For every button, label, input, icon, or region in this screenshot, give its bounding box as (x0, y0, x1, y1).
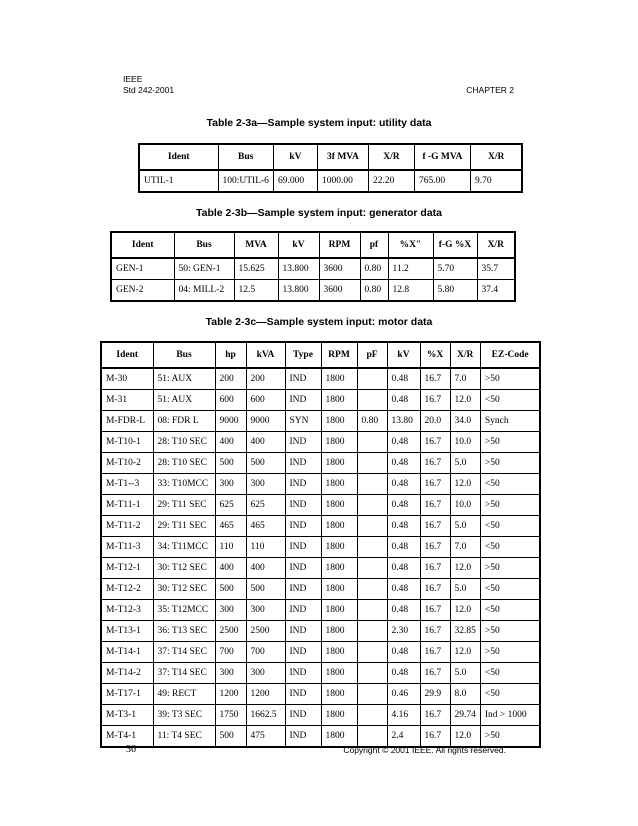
table-cell: <50 (480, 684, 540, 705)
table-cell: IND (285, 558, 321, 579)
table-cell: 0.48 (387, 516, 420, 537)
table-cell: 600 (215, 390, 246, 411)
column-header: Ident (139, 144, 218, 170)
table-cell: M-T14-1 (101, 642, 153, 663)
table-cell: 16.7 (420, 663, 450, 684)
column-header: pf (360, 232, 388, 258)
table-cell: IND (285, 642, 321, 663)
table-cell: 0.48 (387, 579, 420, 600)
table-cell: M-T1--3 (101, 474, 153, 495)
table-cell: 16.7 (420, 621, 450, 642)
table-cell: 04: MILL-2 (174, 280, 234, 302)
table-cell: M-T4-1 (101, 726, 153, 748)
table-cell: 3600 (319, 280, 360, 302)
table-cell: 5.80 (433, 280, 477, 302)
column-header: Ident (101, 342, 153, 368)
table-cell: 1800 (321, 558, 357, 579)
table-row (139, 170, 522, 192)
column-header: Bus (153, 342, 215, 368)
column-header: kV (387, 342, 420, 368)
table-cell (357, 390, 387, 411)
column-header: %X (420, 342, 450, 368)
table-cell: IND (285, 390, 321, 411)
table-cell: 700 (215, 642, 246, 663)
table-cell: 0.46 (387, 684, 420, 705)
table-cell (357, 579, 387, 600)
table-cell (357, 537, 387, 558)
table-cell: 9.70 (470, 170, 522, 192)
table-cell: 0.48 (387, 600, 420, 621)
table-row (101, 726, 540, 748)
table-cell: 10.0 (450, 432, 480, 453)
table-cell: 50: GEN-1 (174, 258, 234, 280)
table-cell: 110 (246, 537, 285, 558)
column-header: hp (215, 342, 246, 368)
table-cell: 0.48 (387, 642, 420, 663)
table-cell: 7.0 (450, 537, 480, 558)
table-cell: 34: T11MCC (153, 537, 215, 558)
table-cell (357, 600, 387, 621)
column-header: f-G %X (433, 232, 477, 258)
table-cell: 36: T13 SEC (153, 621, 215, 642)
table-cell: 12.0 (450, 558, 480, 579)
column-header: Bus (218, 144, 273, 170)
table-cell: <50 (480, 537, 540, 558)
table-cell (357, 726, 387, 748)
table-row (101, 495, 540, 516)
table-cell: 1800 (321, 516, 357, 537)
table-cell: M-T11-3 (101, 537, 153, 558)
table-row (111, 258, 515, 280)
table-cell: 300 (215, 663, 246, 684)
table-cell: 30: T12 SEC (153, 558, 215, 579)
table-cell: >50 (480, 642, 540, 663)
table-cell: IND (285, 600, 321, 621)
generator-data-table (110, 231, 516, 302)
table-cell: IND (285, 474, 321, 495)
table-cell: 12.5 (234, 280, 278, 302)
column-header: Bus (174, 232, 234, 258)
table-cell: 0.48 (387, 453, 420, 474)
column-header: EZ-Code (480, 342, 540, 368)
table-row (111, 280, 515, 302)
table-cell: >50 (480, 621, 540, 642)
table-cell: >50 (480, 432, 540, 453)
table-cell: 12.0 (450, 600, 480, 621)
table-cell: 22.20 (368, 170, 414, 192)
table-cell: 500 (215, 453, 246, 474)
table-cell: M-T14-2 (101, 663, 153, 684)
table-cell: >50 (480, 495, 540, 516)
table-cell: 12.0 (450, 726, 480, 748)
table-cell: 29.74 (450, 705, 480, 726)
table-cell: 300 (215, 600, 246, 621)
table-cell: <50 (480, 663, 540, 684)
table-cell: 300 (215, 474, 246, 495)
table-cell: 35.7 (477, 258, 515, 280)
column-header: X/R (450, 342, 480, 368)
table-cell: 300 (246, 600, 285, 621)
table-cell: M-30 (101, 368, 153, 390)
motor-data-table (100, 341, 541, 748)
table-cell: 400 (215, 432, 246, 453)
table-cell: 625 (215, 495, 246, 516)
table-cell: 1662.5 (246, 705, 285, 726)
table-cell: 51: AUX (153, 390, 215, 411)
table-cell: 600 (246, 390, 285, 411)
column-header: kVA (246, 342, 285, 368)
table-cell (357, 642, 387, 663)
table-cell: 0.48 (387, 537, 420, 558)
table-row (101, 600, 540, 621)
table-cell: 69.000 (273, 170, 317, 192)
table-cell: 16.7 (420, 726, 450, 748)
table-cell: IND (285, 726, 321, 748)
table-cell (357, 474, 387, 495)
table-cell: 16.7 (420, 705, 450, 726)
table-cell: 5.0 (450, 453, 480, 474)
table-cell: 1800 (321, 642, 357, 663)
table-cell: 625 (246, 495, 285, 516)
table-cell: 0.80 (360, 258, 388, 280)
table-cell: 16.7 (420, 600, 450, 621)
table-cell: M-T11-2 (101, 516, 153, 537)
table-cell: 16.7 (420, 642, 450, 663)
table-row (101, 705, 540, 726)
table-cell: 1800 (321, 579, 357, 600)
column-header: X/R (368, 144, 414, 170)
table-cell: 13.80 (387, 411, 420, 432)
copyright-notice: Copyright © 2001 IEEE. All rights reserved. (343, 745, 506, 755)
table-cell: 2.30 (387, 621, 420, 642)
table-cell: 16.7 (420, 390, 450, 411)
table-cell: 34.0 (450, 411, 480, 432)
table-row (101, 558, 540, 579)
table-cell (357, 621, 387, 642)
table-cell: 20.0 (420, 411, 450, 432)
table-cell: 1800 (321, 705, 357, 726)
table-cell: IND (285, 368, 321, 390)
table-cell: 08: FDR L (153, 411, 215, 432)
table-cell: 4.16 (387, 705, 420, 726)
table-caption-utility: Table 2-3a—Sample system input: utility data (206, 117, 432, 129)
table-cell: M-T12-3 (101, 600, 153, 621)
table-cell: <50 (480, 474, 540, 495)
table-cell: 1800 (321, 663, 357, 684)
table-cell: 2500 (246, 621, 285, 642)
table-cell: 29: T11 SEC (153, 516, 215, 537)
table-cell: 33: T10MCC (153, 474, 215, 495)
table-cell: M-31 (101, 390, 153, 411)
table-cell: 500 (246, 453, 285, 474)
table-cell: 37: T14 SEC (153, 642, 215, 663)
column-header: kV (278, 232, 319, 258)
table-cell: 110 (215, 537, 246, 558)
column-header: %X" (388, 232, 433, 258)
table-cell: 500 (246, 579, 285, 600)
table-cell: 1800 (321, 684, 357, 705)
table-cell: M-T3-1 (101, 705, 153, 726)
table-cell: 16.7 (420, 368, 450, 390)
table-cell: 465 (215, 516, 246, 537)
table-cell: 51: AUX (153, 368, 215, 390)
table-cell (357, 368, 387, 390)
table-cell: M-T12-2 (101, 579, 153, 600)
table-cell (357, 558, 387, 579)
table-cell: 5.0 (450, 579, 480, 600)
table-cell: 0.80 (357, 411, 387, 432)
table-cell: 9000 (215, 411, 246, 432)
table-cell: <50 (480, 516, 540, 537)
column-header: X/R (477, 232, 515, 258)
table-cell: 29: T11 SEC (153, 495, 215, 516)
table-cell: GEN-2 (111, 280, 174, 302)
table-cell: 37.4 (477, 280, 515, 302)
table-cell (357, 684, 387, 705)
table-cell: 3600 (319, 258, 360, 280)
table-row (101, 642, 540, 663)
table-cell: 200 (246, 368, 285, 390)
table-caption-motor: Table 2-3c—Sample system input: motor data (205, 316, 433, 328)
table-cell: 400 (215, 558, 246, 579)
table-row (101, 663, 540, 684)
table-cell: 1200 (215, 684, 246, 705)
table-cell: 8.0 (450, 684, 480, 705)
table-cell (357, 432, 387, 453)
table-cell: 700 (246, 642, 285, 663)
table-row (101, 390, 540, 411)
table-cell: 0.48 (387, 390, 420, 411)
table-cell: 1000.00 (317, 170, 368, 192)
header-chapter: CHAPTER 2 (466, 85, 514, 95)
table-cell: M-T17-1 (101, 684, 153, 705)
column-header: kV (273, 144, 317, 170)
table-cell: 500 (215, 726, 246, 748)
table-cell: M-T10-2 (101, 453, 153, 474)
table-cell: 0.48 (387, 558, 420, 579)
table-cell: >50 (480, 368, 540, 390)
table-cell: 13.800 (278, 258, 319, 280)
table-cell: M-FDR-L (101, 411, 153, 432)
table-cell: IND (285, 432, 321, 453)
table-cell: 16.7 (420, 537, 450, 558)
table-cell: SYN (285, 411, 321, 432)
table-row (101, 579, 540, 600)
table-header-row (111, 232, 515, 258)
table-cell: 500 (215, 579, 246, 600)
table-cell: <50 (480, 390, 540, 411)
table-cell: IND (285, 705, 321, 726)
table-header-row (139, 144, 522, 170)
table-cell: 475 (246, 726, 285, 748)
table-row (101, 368, 540, 390)
header-org: IEEE (123, 74, 143, 84)
table-cell: 5.0 (450, 516, 480, 537)
table-cell: 2.4 (387, 726, 420, 748)
column-header: Ident (111, 232, 174, 258)
table-cell: 16.7 (420, 495, 450, 516)
table-cell: 1750 (215, 705, 246, 726)
table-cell: 9000 (246, 411, 285, 432)
table-cell: 35: T12MCC (153, 600, 215, 621)
table-cell: IND (285, 516, 321, 537)
table-cell: M-T11-1 (101, 495, 153, 516)
column-header: MVA (234, 232, 278, 258)
table-cell: 465 (246, 516, 285, 537)
table-cell: 1800 (321, 495, 357, 516)
table-cell: IND (285, 537, 321, 558)
table-cell: 300 (246, 474, 285, 495)
table-caption-generator: Table 2-3b—Sample system input: generator data (195, 207, 443, 219)
table-cell: 1800 (321, 411, 357, 432)
table-cell: UTIL-1 (139, 170, 218, 192)
table-cell: 300 (246, 663, 285, 684)
table-cell: 12.0 (450, 474, 480, 495)
table-cell: 16.7 (420, 474, 450, 495)
table-cell: 30: T12 SEC (153, 579, 215, 600)
table-cell: >50 (480, 726, 540, 748)
table-cell (357, 663, 387, 684)
table-cell: 32.85 (450, 621, 480, 642)
table-cell: 12.0 (450, 642, 480, 663)
table-cell: 37: T14 SEC (153, 663, 215, 684)
table-cell: 1800 (321, 726, 357, 748)
column-header: 3f MVA (317, 144, 368, 170)
table-cell: 16.7 (420, 516, 450, 537)
running-header-left (123, 74, 174, 96)
column-header: Type (285, 342, 321, 368)
table-cell: 1800 (321, 600, 357, 621)
table-row (101, 621, 540, 642)
table-row (101, 516, 540, 537)
table-cell: 400 (246, 558, 285, 579)
page-number: 36 (126, 744, 136, 755)
table-cell: 1800 (321, 453, 357, 474)
table-cell: 0.48 (387, 432, 420, 453)
table-cell: 2500 (215, 621, 246, 642)
table-cell (357, 495, 387, 516)
table-row (101, 453, 540, 474)
table-cell: 0.48 (387, 663, 420, 684)
table-cell: 765.00 (414, 170, 470, 192)
column-header: RPM (321, 342, 357, 368)
table-cell: IND (285, 663, 321, 684)
table-cell: 16.7 (420, 558, 450, 579)
header-standard: Std 242-2001 (123, 85, 175, 95)
table-cell: 1800 (321, 621, 357, 642)
table-cell: >50 (480, 453, 540, 474)
table-cell: <50 (480, 579, 540, 600)
table-cell: IND (285, 495, 321, 516)
table-row (101, 537, 540, 558)
table-cell: 1800 (321, 537, 357, 558)
table-cell: M-T12-1 (101, 558, 153, 579)
table-cell: 15.625 (234, 258, 278, 280)
table-cell: IND (285, 579, 321, 600)
column-header: X/R (470, 144, 522, 170)
column-header: RPM (319, 232, 360, 258)
table-cell (357, 705, 387, 726)
table-cell: 0.48 (387, 495, 420, 516)
table-row (101, 411, 540, 432)
table-cell: 5.0 (450, 663, 480, 684)
table-cell (357, 516, 387, 537)
table-cell: 0.48 (387, 368, 420, 390)
table-cell: GEN-1 (111, 258, 174, 280)
table-cell: 16.7 (420, 432, 450, 453)
table-cell: <50 (480, 600, 540, 621)
table-header-row (101, 342, 540, 368)
table-cell: 400 (246, 432, 285, 453)
table-cell: >50 (480, 558, 540, 579)
table-cell: 0.80 (360, 280, 388, 302)
table-cell: 1800 (321, 390, 357, 411)
column-header: pF (357, 342, 387, 368)
table-cell: 7.0 (450, 368, 480, 390)
table-cell (357, 453, 387, 474)
table-cell: 29.9 (420, 684, 450, 705)
table-cell: 13.800 (278, 280, 319, 302)
table-cell: 12.0 (450, 390, 480, 411)
table-cell: 1800 (321, 474, 357, 495)
table-cell: 16.7 (420, 453, 450, 474)
table-cell: 1800 (321, 368, 357, 390)
table-cell: M-T10-1 (101, 432, 153, 453)
table-cell: 11.2 (388, 258, 433, 280)
table-cell: M-T13-1 (101, 621, 153, 642)
table-cell: 10.0 (450, 495, 480, 516)
utility-data-table (138, 143, 523, 193)
table-cell: 1200 (246, 684, 285, 705)
table-cell: 1800 (321, 432, 357, 453)
table-cell: 12.8 (388, 280, 433, 302)
table-row (101, 684, 540, 705)
table-cell: 49: RECT (153, 684, 215, 705)
table-cell: IND (285, 621, 321, 642)
table-row (101, 474, 540, 495)
table-cell: 16.7 (420, 579, 450, 600)
table-cell: 28: T10 SEC (153, 453, 215, 474)
table-cell: Synch (480, 411, 540, 432)
table-cell: 39: T3 SEC (153, 705, 215, 726)
table-cell: 0.48 (387, 474, 420, 495)
table-cell: Ind > 1000 (480, 705, 540, 726)
table-cell: IND (285, 453, 321, 474)
table-cell: IND (285, 684, 321, 705)
table-cell: 200 (215, 368, 246, 390)
table-cell: 11: T4 SEC (153, 726, 215, 748)
table-cell: 100:UTIL-6 (218, 170, 273, 192)
table-cell: 28: T10 SEC (153, 432, 215, 453)
column-header: f -G MVA (414, 144, 470, 170)
table-cell: 5.70 (433, 258, 477, 280)
table-row (101, 432, 540, 453)
